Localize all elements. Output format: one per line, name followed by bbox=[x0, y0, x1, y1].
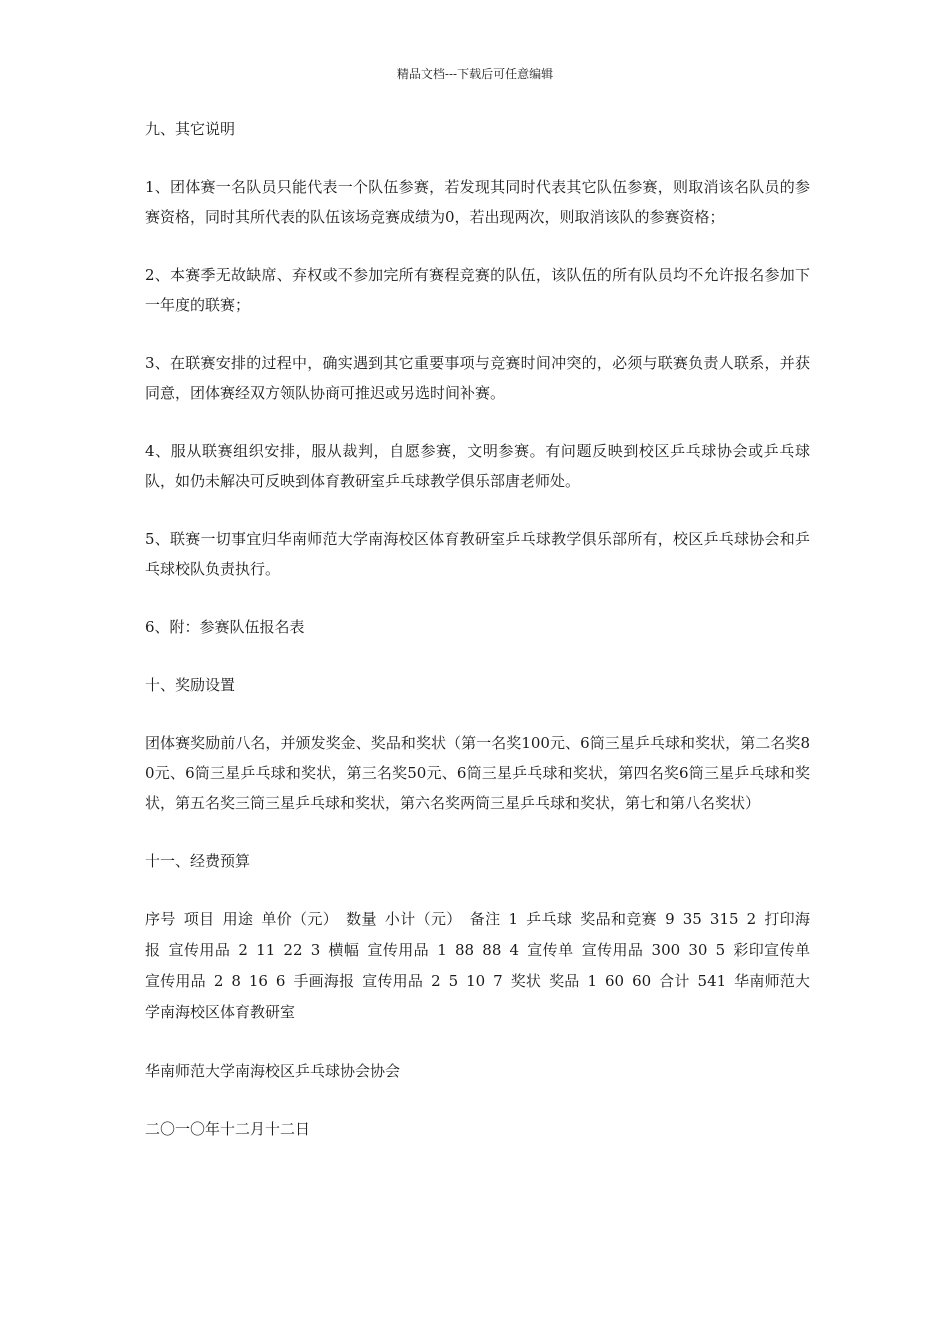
section-9-item-3: 3、在联赛安排的过程中，确实遇到其它重要事项与竞赛时间冲突的，必须与联赛负责人联系，并获同意，团体赛经双方领队协商可推迟或另选时间补赛。 bbox=[145, 354, 810, 402]
section-9-item-5: 5、联赛一切事宜归华南师范大学南海校区体育教研室乒乓球教学俱乐部所有，校区乒乓球协会和乒乓球校队负责执行。 bbox=[145, 530, 810, 578]
signature-date: 二〇一〇年十二月十二日 bbox=[145, 1120, 311, 1138]
section-11-heading: 十一、经费预算 bbox=[145, 852, 251, 870]
section-9-item-4: 4、服从联赛组织安排，服从裁判，自愿参赛，文明参赛。有问题反映到校区乒乓球协会或乒乓球队，如仍未解决可反映到体育教研室乒乓球教学俱乐部唐老师处。 bbox=[145, 442, 810, 490]
budget-text: 序号 项目 用途 单价（元） 数量 小计（元） 备注 1 乒乓球 奖品和竞赛 9 35 315 2 打印海报 宣传用品 2 11 22 3 横幅 宣传用品 1 88 88 4 宣传单 宣传用品 300 30 5 彩印宣传单 宣传用品 2 8 16 6 手画海报 宣传用品 2 5 10 7 奖状 奖品 1 60 60 合计 541 华南师范大学南海校区体育教研室 bbox=[145, 910, 810, 1021]
signature-organization: 华南师范大学南海校区乒乓球协会协会 bbox=[145, 1062, 401, 1080]
section-9-item-1: 1、团体赛一名队员只能代表一个队伍参赛，若发现其同时代表其它队伍参赛，则取消该名队员的参赛资格，同时其所代表的队伍该场竞赛成绩为0，若出现两次，则取消该队的参赛资格； bbox=[145, 178, 810, 226]
section-10-heading: 十、奖励设置 bbox=[145, 676, 236, 694]
section-10-body: 团体赛奖励前八名，并颁发奖金、奖品和奖状（第一名奖100元、6筒三星乒乓球和奖状，第二名奖80元、6筒三星乒乓球和奖状，第三名奖50元、6筒三星乒乓球和奖状，第四名奖6筒三星乒乓球和奖状，第五名奖三筒三星乒乓球和奖状，第六名奖两筒三星乒乓球和奖状，第七和第八名奖状） bbox=[145, 734, 810, 812]
document-body bbox=[145, 114, 810, 1172]
section-9-heading: 九、其它说明 bbox=[145, 120, 236, 138]
page-header: 精品文档---下载后可任意编辑 bbox=[396, 67, 554, 81]
section-9-item-2: 2、本赛季无故缺席、弃权或不参加完所有赛程竞赛的队伍，该队伍的所有队员均不允许报名参加下一年度的联赛； bbox=[145, 266, 810, 314]
section-9-item-6: 6、附：参赛队伍报名表 bbox=[145, 618, 305, 636]
